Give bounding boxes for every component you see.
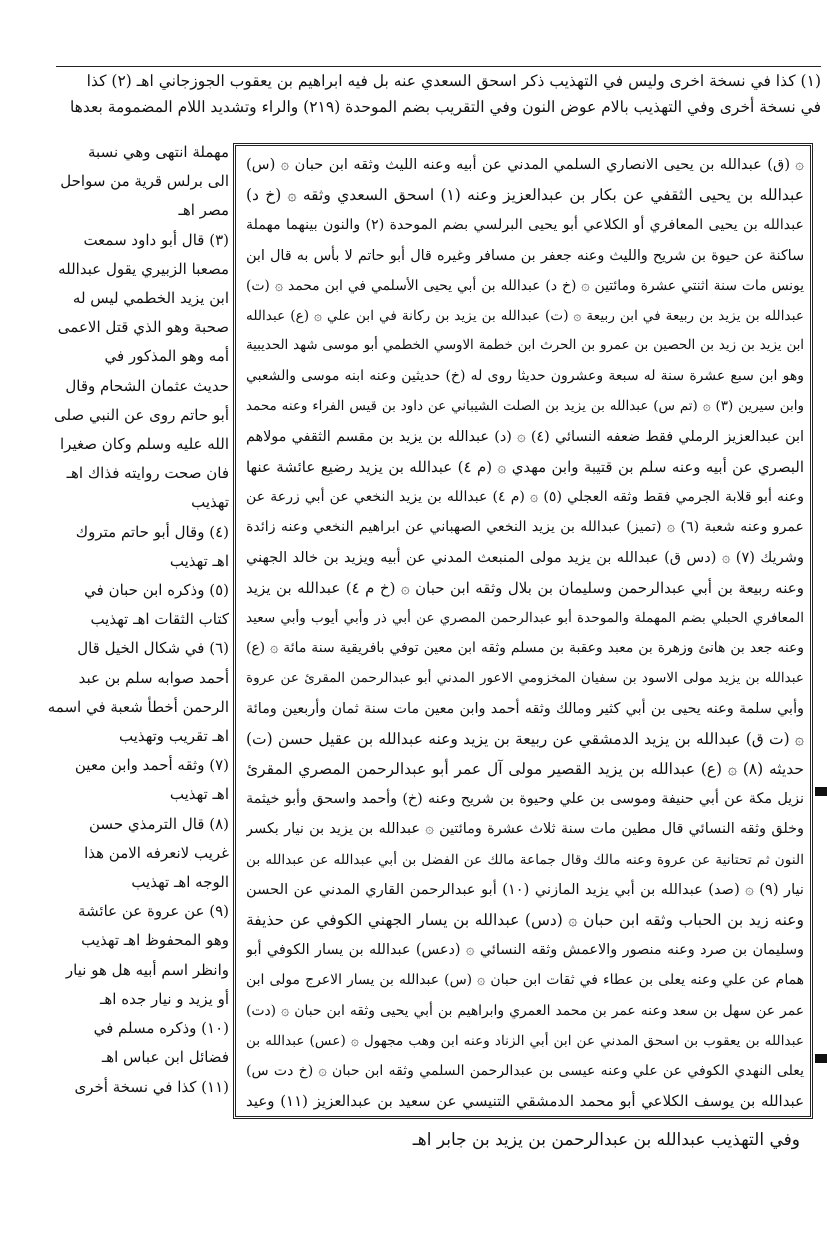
margin-note-line: تهذيب bbox=[191, 493, 229, 512]
text-line: ابن عبدالعزيز الرملي فقط ضعفه النسائي (٤) ۞ (د) عبدالله بن يزيد بن مقسم الثقفي مولاهم bbox=[246, 428, 804, 445]
margin-note-line: (٥) وذكره ابن حبان في bbox=[84, 581, 229, 600]
margin-note-line: اهـ تهذيب bbox=[169, 785, 229, 804]
margin-note-line: غريب لانعرفه الامن هذا bbox=[84, 843, 229, 862]
text-line: النون ثم تحتانية عن عروة وعنه مالك وقال جماعة مالك عن الفضل بن أبي عبدالله عن عبدالله بن bbox=[246, 851, 804, 868]
bottom-footnote: وفي التهذيب عبدالله بن عبدالرحمن بن يزيد بن جابر اهـ bbox=[412, 1130, 800, 1150]
footnote-line: في نسخة أخرى وفي التهذيب بالام عوض النون وفي التقريب بضم الموحدة (٢١٩) والراء وتشديد اللام المضمومة بعدها bbox=[69, 98, 821, 116]
margin-note-line: أبو حاتم روى عن النبي صلى bbox=[53, 405, 229, 424]
footnote-line: (١) كذا في نسخة اخرى وليس في التهذيب ذكر اسحق السعدي عنه بل فيه ابراهيم بن يعقوب الجوزجاني اهـ (٢) كذا bbox=[86, 72, 821, 90]
side-footnotes bbox=[5, 138, 229, 1102]
margin-note-line: (٧) وثقه أحمد وابن معين bbox=[74, 756, 229, 775]
margin-note-line: الى برلس قرية من سواحل bbox=[60, 172, 229, 191]
text-line: وأبي سلمة وعنه يحيى بن أبي كثير ومالك وثقه أحمد وابن معين مات سنة ثمان وأربعين ومائة bbox=[246, 700, 804, 717]
text-line: نيار (٩) ۞ (صد) عبدالله بن أبي يزيد المازني (١٠) أبو عبدالرحمن القاري المدني عن الحسن bbox=[246, 880, 804, 898]
text-line: عبدالله بن يزيد بن ربيعة في ابن ربيعة ۞ (ت) عبدالله بن يزيد بن ركانة في ابن علي ۞ (ع) عبدالله bbox=[246, 308, 804, 325]
margin-note-line: مصعبا الزبيري يقول عبدالله bbox=[58, 259, 229, 278]
text-line: عبدالله بن يوسف الكلاعي أبو محمد الدمشقي التنيسي عن سعيد بن عبدالعزيز (١١) وعيد bbox=[246, 1092, 804, 1111]
text-line: ابن يزيد بن زيد بن الحصين بن عمرو بن الحرث ابن خطمة الاوسي الخطمي أبو موسى شهد الحديبية bbox=[246, 338, 804, 354]
margin-note-line: مصر اهـ bbox=[178, 201, 229, 220]
text-line: نزيل مكة عن أبي حنيفة وموسى بن علي وحيوة بن شريح وعنه (خ) وأحمد واسحق وأبو خيثمة bbox=[246, 791, 804, 808]
margin-note-line: وهو المحفوظ اهـ تهذيب bbox=[81, 931, 229, 950]
margin-note-line: اهـ تهذيب bbox=[169, 551, 229, 570]
margin-note-line: (٣) قال أبو داود سمعت bbox=[83, 230, 229, 249]
text-line: وهو ابن سبع عشرة سنة له سبعة وعشرون حديثا روى له (خ) حديثين وعنه ابنه موسى والشعبي bbox=[246, 368, 804, 385]
text-line: عمرو وعنه شعبة (٦) ۞ (تميز) عبدالله بن يزيد النخعي الصهباني عن ابراهيم النخعي وعنه زائدة bbox=[246, 519, 804, 536]
margin-note-line: أحمد صوابه سلم بن عبد bbox=[78, 668, 229, 687]
text-line: عبدالله بن يزيد مولى الاسود بن سفيان المخزومي الاعور المدني أبو عبدالرحمن المقرئ عن عروة bbox=[246, 670, 804, 687]
margin-note-line: صحبة وهو الذي قتل الاعمى bbox=[57, 318, 229, 337]
margin-note-line: الرحمن أخطأ شعبة في اسمه bbox=[47, 697, 229, 716]
margin-note-line: (٦) في شكال الخيل قال bbox=[77, 639, 229, 658]
main-text bbox=[246, 150, 804, 1117]
text-line: وخلق وثقه النسائي قال مطين مات سنة ثلاث عشرة ومائتين ۞ عبدالله بن يزيد بن نيار بكسر bbox=[246, 821, 804, 838]
text-line: حديثه (٨) ۞ (ع) عبدالله بن يزيد القصير مولى آل عمر أبو عبدالرحمن المصري المقرئ bbox=[246, 760, 804, 779]
scan-edge-mark bbox=[815, 787, 827, 796]
text-line: وشريك (٧) ۞ (دس ق) عبدالله بن يزيد مولى المنبعث المدني عن أبيه ويزيد بن خالد الجهني bbox=[246, 548, 804, 566]
margin-note-line: حديث عثمان الشحام وقال bbox=[65, 376, 229, 395]
margin-note-line: ابن يزيد الخطمي ليس له bbox=[72, 289, 229, 308]
margin-note-line: مهملة انتهى وهي نسبة bbox=[88, 143, 229, 161]
top-rule bbox=[56, 66, 821, 67]
margin-note-line: أمه وهو المذكور في bbox=[104, 347, 229, 366]
text-line: همام عن علي وعنه يعلى بن عطاء في ثقات ابن حبان ۞ (س) عبدالله بن يسار الاعرج مولى ابن bbox=[246, 972, 804, 989]
margin-note-line: الوجه اهـ تهذيب bbox=[131, 873, 229, 892]
text-line: عمر عن سهل بن سعد وعنه عمر بن محمد العمري وابراهيم بن أبي يحيى وثقه ابن حبان ۞ (دت) bbox=[246, 1002, 804, 1019]
margin-note-line: (١٠) وذكره مسلم في bbox=[93, 1019, 229, 1038]
text-line: وعنه جعد بن هانئ وزهرة بن معبد وعقبة بن مسلم وثقه ابن معين توفي بافريقية سنة مائة ۞ (ع) bbox=[246, 640, 804, 657]
scan-edge-mark bbox=[815, 1054, 827, 1063]
margin-note-line: فان صحت روايته فذاك اهـ bbox=[66, 464, 229, 483]
text-line: يونس مات سنة اثنتي عشرة ومائتين ۞ (خ د) عبدالله بن أبي يحيى الأسلمي في ابن محمد ۞ (ت) bbox=[246, 277, 804, 294]
text-line: وعنه أبو قلابة الجرمي فقط وثقه العجلي (٥) ۞ (م ٤) عبدالله بن يزيد النخعي عن أبي زرعة عن bbox=[246, 489, 804, 506]
text-line: وعنه زيد بن الحباب وثقه ابن حبان ۞ (دس) عبدالله بن يسار الجهني الكوفي عن حذيفة bbox=[246, 911, 804, 930]
margin-note-line: (١١) كذا في نسخة أخرى bbox=[74, 1077, 229, 1096]
margin-note-line: (٨) قال الترمذي حسن bbox=[89, 814, 229, 833]
top-footnotes bbox=[56, 68, 821, 120]
text-line: وابن سيرين (٣) ۞ (تم س) عبدالله بن يزيد بن الصلت الشيباني عن داود بن قيس الفراء وعنه محمد bbox=[246, 398, 804, 414]
margin-note-line: (٤) وقال أبو حاتم متروك bbox=[75, 522, 229, 541]
text-line: ۞ (ت ق) عبدالله بن يزيد الدمشقي عن ربيعة بن يزيد وعنه عبدالله بن عقيل حسن (ت) bbox=[246, 729, 804, 748]
text-line: وعنه ربيعة بن أبي عبدالرحمن وسليمان بن بلال وثقه ابن حبان ۞ (خ م ٤) عبدالله بن يزيد bbox=[246, 578, 804, 597]
text-line: البصري عن أبيه وعنه سلم بن قتيبة وابن مهدي ۞ (م ٤) عبدالله بن يزيد رضيع عائشة عنها bbox=[246, 458, 804, 477]
margin-note-line: أو يزيد و نيار جده اهـ bbox=[100, 989, 229, 1008]
margin-note-line: (٩) عن عروة عن عائشة bbox=[77, 902, 229, 921]
text-line: عبدالله بن يحيى المعافري أو الكلاعي أبو يحيى البرلسي بضم الموحدة (٢) والنون بينهما مهملة bbox=[246, 217, 804, 234]
text-line: ساكنة عن حيوة بن شريح والليث وعنه جعفر بن مسافر وغيره قال أبو حاتم لا بأس به قال ابن bbox=[246, 247, 804, 264]
text-line: عبدالله بن يعقوب بن اسحق المدني عن ابن أبي الزناد وعنه ابن وهب مجهول ۞ (عس) عبدالله بن bbox=[246, 1032, 804, 1049]
margin-note-line: وانظر اسم أبيه هل هو نيار bbox=[65, 960, 229, 979]
text-line: ۞ (ق) عبدالله بن يحيى الانصاري السلمي المدني عن أبيه وعنه الليث وثقه ابن حبان ۞ (س) bbox=[246, 156, 804, 173]
text-line: عبدالله بن يحيى الثقفي عن بكار بن عبدالعزيز وعنه (١) اسحق السعدي وثقه ۞ (خ د) bbox=[246, 186, 804, 205]
text-line: المعافري الحبلي بضم المهملة والموحدة أبو عبدالرحمن المصري عن أبي ذر وأبي أيوب وأبي سعيد bbox=[246, 610, 804, 627]
margin-note-line: الله عليه وسلم وكان صغيرا bbox=[60, 435, 229, 454]
margin-note-line: فضائل ابن عباس اهـ bbox=[101, 1048, 229, 1067]
text-line: يعلى النهدي الكوفي عن علي وعنه عيسى بن عبدالرحمن السلمي وثقه ابن حبان ۞ (خ دت س) bbox=[246, 1063, 804, 1080]
margin-note-line: اهـ تقريب وتهذيب bbox=[118, 727, 229, 746]
margin-note-line: كتاب الثقات اهـ تهذيب bbox=[90, 610, 229, 629]
text-line: وسليمان بن صرد وعنه منصور والاعمش وثقه النسائي ۞ (دعس) عبدالله بن يسار الكوفي أبو bbox=[246, 942, 804, 959]
